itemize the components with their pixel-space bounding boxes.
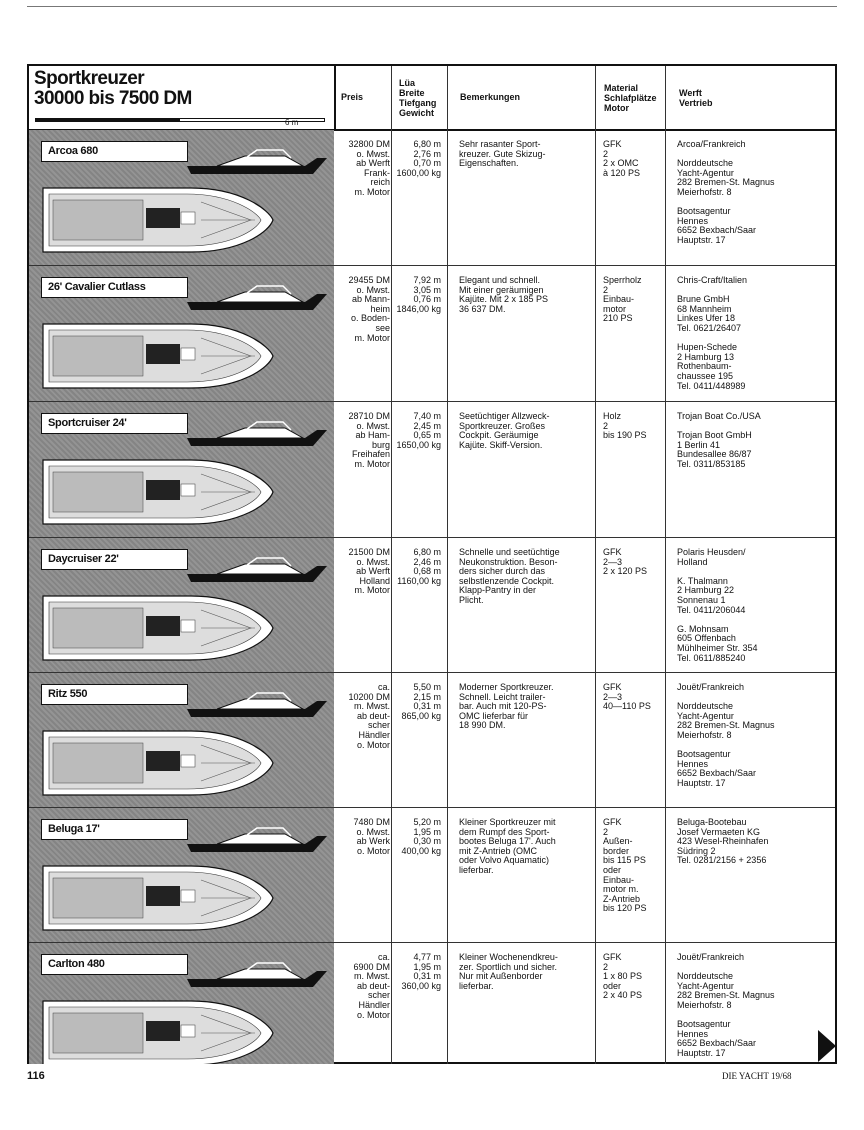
next-page-arrow-icon (818, 1030, 836, 1062)
scale-bar (35, 118, 325, 122)
boat-drawing (29, 808, 334, 942)
dimensions-cell: 7,92 m 3,05 m 0,76 m 1846,00 kg (396, 275, 441, 314)
magazine-issue: DIE YACHT 19/68 (722, 1071, 792, 1081)
dimensions-cell: 4,77 m 1,95 m 0,31 m 360,00 kg (401, 952, 441, 991)
price-cell: ca. 10200 DM m. Mwst. ab deut- scher Händler o. Motor (348, 682, 390, 750)
col-header-price: Preis (341, 92, 364, 102)
dimensions-cell: 5,20 m 1,95 m 0,30 m 400,00 kg (401, 817, 441, 856)
material-cell: Sperrholz 2 Einbau- motor 210 PS (603, 275, 642, 324)
yard-cell: Trojan Boat Co./USA Trojan Boot GmbH 1 Berlin 41 Bundesallee 86/87 Tel. 0311/853185 (677, 411, 761, 469)
col-header-material: Material Schlafplätze Motor (604, 83, 657, 113)
boat-name-tag (41, 413, 188, 434)
col-header-dims: Lüa Breite Tiefgang Gewicht (399, 78, 437, 118)
dimensions-cell: 6,80 m 2,46 m 0,68 m 1160,00 kg (397, 547, 441, 586)
yard-cell: Jouët/Frankreich Norddeutsche Yacht-Agentur 282 Bremen-St. Magnus Meierhofstr. 8 Bootsagentur Hennes 6652 Bexbach/Saar Hauptstr. 17 (677, 952, 775, 1058)
boat-drawing (29, 266, 334, 401)
remarks-cell: Moderner Sportkreuzer. Schnell. Leicht trailer- bar. Auch mit 120-PS- OMC lieferbar für 18 990 DM. (459, 682, 554, 731)
boat-name-tag (41, 684, 188, 705)
dimensions-cell: 7,40 m 2,45 m 0,65 m 1650,00 kg (396, 411, 441, 450)
table-row (29, 538, 835, 673)
material-cell: GFK 2—3 40—110 PS (603, 682, 651, 712)
page-title: Sportkreuzer (34, 68, 145, 89)
boat-name: Sportcruiser 24' (48, 417, 127, 429)
remarks-cell: Kleiner Wochenendkreu- zer. Sportlich und sicher. Nur mit Außenborder lieferbar. (459, 952, 558, 991)
yard-cell: Jouët/Frankreich Norddeutsche Yacht-Agentur 282 Bremen-St. Magnus Meierhofstr. 8 Bootsagentur Hennes 6652 Bexbach/Saar Hauptstr. 17 (677, 682, 775, 788)
boat-name-tag (41, 277, 188, 298)
boat-drawing (29, 673, 334, 807)
price-cell: 32800 DM o. Mwst. ab Werft Frank- reich m. Motor (348, 139, 390, 197)
boat-drawing (29, 130, 334, 265)
remarks-cell: Elegant und schnell. Mit einer geräumigen Kajüte. Mit 2 x 185 PS 36 637 DM. (459, 275, 549, 314)
col-header-remarks: Bemerkungen (460, 92, 521, 102)
price-cell: 28710 DM o. Mwst. ab Ham- burg Freihafen m. Motor (348, 411, 390, 469)
yard-cell: Arcoa/Frankreich Norddeutsche Yacht-Agentur 282 Bremen-St. Magnus Meierhofstr. 8 Bootsagentur Hennes 6652 Bexbach/Saar Hauptstr. 17 (677, 139, 775, 245)
remarks-cell: Schnelle und seetüchtige Neukonstruktion. Beson- ders sicher durch das selbstlenzende Cockpit. Klapp-Pantry in der Plicht. (459, 547, 560, 605)
page-number: 116 (27, 1070, 45, 1082)
yard-cell: Beluga-Bootebau Josef Vermaeten KG 423 Wesel-Rheinhafen Südring 2 Tel. 0281/2156 + 2356 (677, 817, 769, 866)
remarks-cell: Kleiner Sportkreuzer mit dem Rumpf des Sport- bootes Beluga 17'. Auch mit Z-Antrieb (OMC oder Volvo Aquamatic) lieferbar. (459, 817, 556, 875)
material-cell: GFK 2 1 x 80 PS oder 2 x 40 PS (603, 952, 643, 1001)
remarks-cell: Seetüchtiger Allzweck- Sportkreuzer. Großes Cockpit. Geräumige Kajüte. Skiff-Version. (459, 411, 550, 450)
boat-drawing (29, 402, 334, 537)
table-row (29, 266, 835, 402)
table-header (29, 66, 835, 131)
boat-name: Daycruiser 22' (48, 553, 119, 565)
material-cell: GFK 2—3 2 x 120 PS (603, 547, 648, 577)
material-cell: Holz 2 bis 190 PS (603, 411, 647, 441)
yard-cell: Chris-Craft/Italien Brune GmbH 68 Mannheim Linkes Ufer 18 Tel. 0621/26407 Hupen-Schede 2 Hamburg 13 Rothenbaum- chaussee 195 Tel. 0411/448989 (677, 275, 748, 391)
table-row (29, 130, 835, 266)
table-row (29, 808, 835, 943)
scale-label: 6 m (285, 118, 299, 127)
remarks-cell: Sehr rasanter Sport- kreuzer. Gute Skizug- Eigenschaften. (459, 139, 546, 169)
page-subtitle: 30000 bis 7500 DM (34, 88, 192, 109)
boat-name: Beluga 17' (48, 823, 100, 835)
price-cell: ca. 6900 DM m. Mwst. ab deut- scher Händler o. Motor (353, 952, 390, 1020)
material-cell: GFK 2 Außen- border bis 115 PS oder Einbau- motor m. Z-Antrieb bis 120 PS (603, 817, 647, 914)
boat-drawing (29, 538, 334, 672)
boat-name-tag (41, 549, 188, 570)
table-row (29, 943, 835, 1064)
comparison-table (27, 64, 837, 1064)
price-cell: 7480 DM o. Mwst. ab Werk o. Motor (353, 817, 390, 856)
boat-name-tag (41, 141, 188, 162)
boat-name-tag (41, 819, 188, 840)
yard-cell: Polaris Heusden/ Holland K. Thalmann 2 Hamburg 22 Sonnenau 1 Tel. 0411/206044 G. Mohnsam 605 Offenbach Mühlheimer Str. 354 Tel. 0611/885240 (677, 547, 758, 663)
boat-name-tag (41, 954, 188, 975)
dimensions-cell: 5,50 m 2,15 m 0,31 m 865,00 kg (401, 682, 441, 721)
top-rule (27, 6, 837, 7)
boat-name: 26' Cavalier Cutlass (48, 281, 146, 293)
col-header-yard: Werft Vertrieb (679, 88, 713, 108)
boat-name: Carlton 480 (48, 958, 105, 970)
boat-name: Arcoa 680 (48, 145, 98, 157)
title-box (29, 66, 336, 129)
dimensions-cell: 6,80 m 2,76 m 0,70 m 1600,00 kg (396, 139, 441, 178)
table-row (29, 673, 835, 808)
price-cell: 21500 DM o. Mwst. ab Werft Holland m. Motor (348, 547, 390, 596)
boat-drawing (29, 943, 334, 1064)
price-cell: 29455 DM o. Mwst. ab Mann- heim o. Boden- see m. Motor (348, 275, 390, 343)
boat-name: Ritz 550 (48, 688, 88, 700)
table-row (29, 402, 835, 538)
material-cell: GFK 2 2 x OMC à 120 PS (603, 139, 641, 178)
